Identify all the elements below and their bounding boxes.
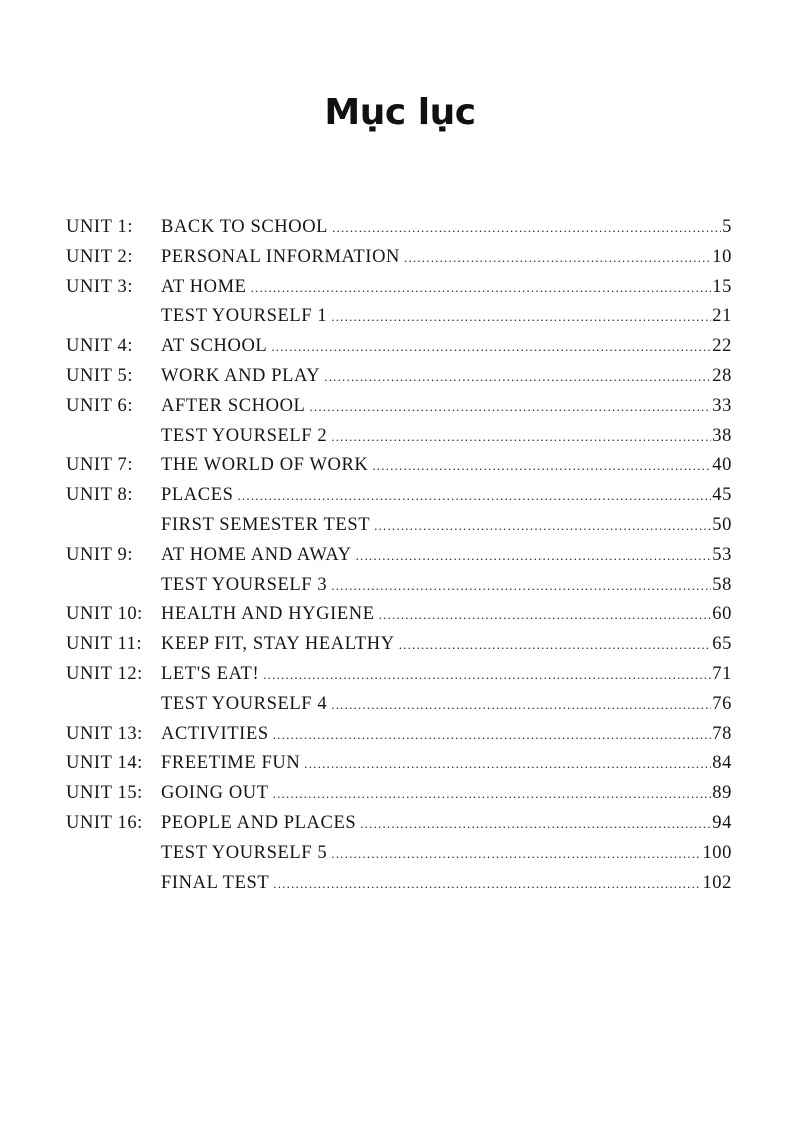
entry-line [161,451,711,481]
entry-title: GOING OUT [161,783,269,804]
toc-entry [66,273,732,303]
page-number: 28 [712,365,732,386]
toc-entry [66,749,732,779]
page-number: 102 [702,872,732,893]
dot-leader [304,749,711,779]
dot-leader [356,541,712,571]
entry-line [161,749,711,779]
toc-entry [66,660,732,690]
toc-entry [66,213,732,243]
dot-leader [331,571,711,601]
entry-title: THE WORLD OF WORK [161,455,369,476]
page-number: 22 [712,336,732,357]
unit-label: UNIT 7: [66,455,134,476]
dot-leader [263,660,711,690]
page-number: 38 [712,425,732,446]
toc-entry [66,600,732,630]
dot-leader [273,720,712,750]
entry-title: AT HOME AND AWAY [161,544,352,565]
toc-entry [66,332,732,362]
toc-entry [66,422,732,452]
dot-leader [360,809,711,839]
unit-label: UNIT 5: [66,365,134,386]
entry-title: BACK TO SCHOOL [161,217,329,237]
dot-leader [271,332,711,362]
page-number: 60 [712,604,732,625]
page-number: 65 [712,634,732,655]
entry-line [161,511,711,541]
entry-title: TEST YOURSELF 1 [161,306,328,327]
entry-title: TEST YOURSELF 2 [161,425,328,446]
dot-leader [404,243,711,273]
toc-entry [66,511,732,541]
page-number: 58 [712,574,732,595]
dot-leader [372,451,711,481]
unit-label: UNIT 12: [66,663,143,684]
entry-line [161,630,711,660]
entry-line [161,690,711,720]
dot-leader [273,779,712,809]
toc-entry [66,302,732,332]
toc-entry [66,392,732,422]
entry-title: PEOPLE AND PLACES [161,812,357,833]
entry-title: HEALTH AND HYGIENE [161,604,375,625]
entry-title: FIRST SEMESTER TEST [161,514,371,535]
page-number: 78 [712,723,732,744]
dot-leader [273,869,701,899]
entry-title: KEEP FIT, STAY HEALTHY [161,634,395,655]
toc-entry [66,809,732,839]
page-number: 15 [712,276,732,297]
entry-line [161,779,711,809]
toc-entry [66,451,732,481]
entry-title: AFTER SCHOOL [161,395,306,416]
dot-leader [237,481,711,511]
dot-leader [331,302,711,332]
page-number: 94 [712,812,732,833]
entry-title: TEST YOURSELF 5 [161,842,328,863]
unit-label: UNIT 2: [66,246,134,267]
entry-title: WORK AND PLAY [161,365,321,386]
page-number: 84 [712,753,732,774]
toc-entry [66,690,732,720]
entry-line [161,869,701,899]
dot-leader [331,422,711,452]
entry-title: TEST YOURSELF 3 [161,574,328,595]
unit-label: UNIT 13: [66,723,143,744]
toc-entry [66,720,732,750]
entry-title: FINAL TEST [161,872,270,893]
unit-label: UNIT 1: [66,217,134,237]
entry-title: LET'S EAT! [161,663,260,684]
entry-line [161,481,711,511]
unit-label: UNIT 15: [66,783,143,804]
entry-line [161,809,711,839]
dot-leader [331,839,701,869]
entry-title: TEST YOURSELF 4 [161,693,328,714]
page-title: Mục lục [324,92,476,133]
page-number: 71 [712,663,732,684]
unit-label: UNIT 3: [66,276,134,297]
entry-line [161,302,711,332]
toc-entry [66,541,732,571]
toc-entry [66,362,732,392]
page-number: 50 [712,514,732,535]
unit-label: UNIT 6: [66,395,134,416]
unit-label: UNIT 4: [66,336,134,357]
unit-label: UNIT 9: [66,544,134,565]
entry-line [161,392,711,422]
entry-line [161,422,711,452]
dot-leader [324,362,711,392]
page-number: 53 [712,544,732,565]
page-number: 89 [712,783,732,804]
dot-leader [379,600,712,630]
unit-label: UNIT 16: [66,812,143,833]
entry-title: AT SCHOOL [161,336,268,357]
page-number: 100 [702,842,732,863]
dot-leader [399,630,712,660]
page-number: 10 [712,246,732,267]
toc-entry [66,779,732,809]
dot-leader [331,690,711,720]
entry-line [161,243,711,273]
dot-leader [251,273,712,303]
entry-line [161,273,711,303]
entry-line [161,332,711,362]
toc-entry [66,571,732,601]
entry-title: PERSONAL INFORMATION [161,246,400,267]
page-number: 40 [712,455,732,476]
unit-label: UNIT 10: [66,604,143,625]
entry-line [161,720,711,750]
entry-title: AT HOME [161,276,247,297]
entry-line [161,839,701,869]
page-number: 33 [712,395,732,416]
dot-leader [309,392,711,422]
toc-entry [66,481,732,511]
toc-entry [66,869,732,899]
table-of-contents [66,213,732,898]
entry-line [161,213,721,243]
entry-title: PLACES [161,485,234,506]
entry-line [161,600,711,630]
toc-entry [66,839,732,869]
page-number: 21 [712,306,732,327]
toc-entry [66,630,732,660]
entry-line [161,571,711,601]
dot-leader [374,511,711,541]
page-number: 76 [712,693,732,714]
unit-label: UNIT 14: [66,753,143,774]
entry-title: FREETIME FUN [161,753,301,774]
entry-line [161,362,711,392]
entry-title: ACTIVITIES [161,723,269,744]
toc-entry [66,243,732,273]
entry-line [161,660,711,690]
unit-label: UNIT 11: [66,634,143,655]
page-number: 5 [722,217,732,237]
entry-line [161,541,711,571]
dot-leader [332,213,721,243]
page-number: 45 [712,485,732,506]
unit-label: UNIT 8: [66,485,134,506]
